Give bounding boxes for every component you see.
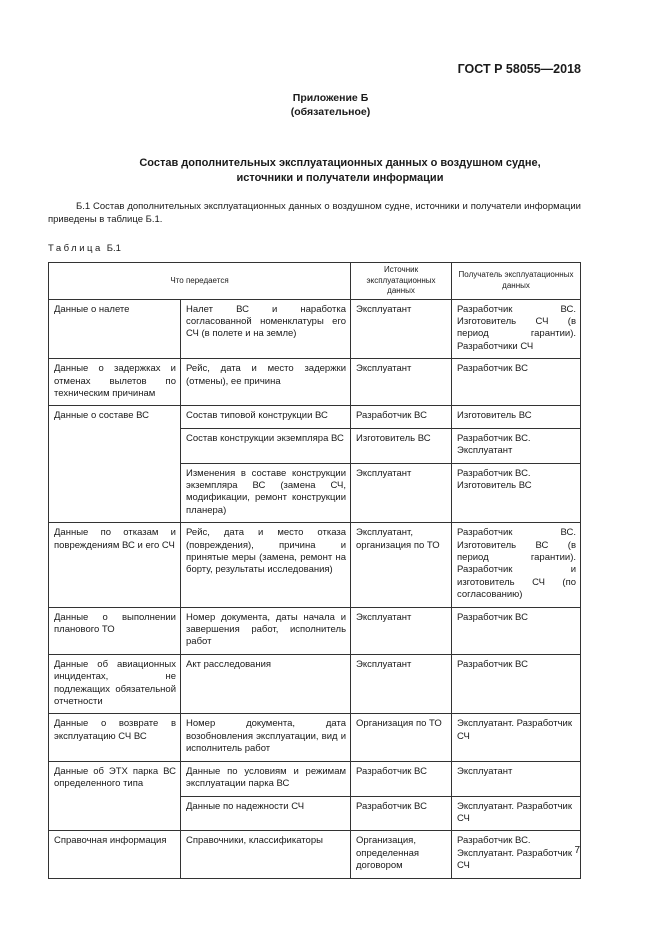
cell-item: Состав конструкции экземпляра ВС <box>181 428 351 463</box>
table-row <box>49 654 581 714</box>
table-row <box>49 831 581 878</box>
cell-source: Организация, определенная договором <box>351 831 452 878</box>
cell-recipient: Изготовитель ВС <box>452 406 581 428</box>
cell-recipient: Разработчик ВС. Изготовитель СЧ (в период гарантии). Разработчики СЧ <box>452 299 581 359</box>
cell-recipient: Разработчик ВС <box>452 654 581 714</box>
cell-source: Разработчик ВС <box>351 406 452 428</box>
document-code: ГОСТ Р 58055—2018 <box>457 62 581 76</box>
table-row <box>49 406 581 428</box>
cell-source: Эксплуатант <box>351 299 452 359</box>
cell-category: Данные по отказам и повреждениям ВС и его СЧ <box>49 523 181 607</box>
appendix-heading <box>0 91 661 119</box>
intro-paragraph: Б.1 Состав дополнительных эксплуатационных данных о воздушном судне, источники и получатели информации приведены в таблице Б.1. <box>48 201 581 225</box>
cell-category: Данные о возврате в эксплуатацию СЧ ВС <box>49 714 181 761</box>
cell-item: Рейс, дата и место отказа (повреждения), причина и принятые меры (замена, ремонт на борту, результаты исследования) <box>181 523 351 607</box>
section-title-line2: источники и получатели информации <box>236 172 444 184</box>
cell-item: Рейс, дата и место задержки (отмены), ее причина <box>181 359 351 406</box>
cell-recipient: Разработчик ВС <box>452 607 581 654</box>
cell-item: Номер документа, дата возобновления эксплуатации, вид и исполнитель работ <box>181 714 351 761</box>
cell-item: Налет ВС и наработка согласованной номенклатуры его СЧ (в полете и на земле) <box>181 299 351 359</box>
data-table <box>48 262 581 879</box>
table-row <box>49 607 581 654</box>
cell-item: Данные по условиям и режимам эксплуатации парка ВС <box>181 761 351 796</box>
cell-item: Акт расследования <box>181 654 351 714</box>
cell-recipient: Разработчик ВС. Изготовитель ВС (в период гарантии). Разработчик и изготовитель СЧ (по согласованию) <box>452 523 581 607</box>
cell-item: Изменения в составе конструкции экземпляра ВС (замена СЧ, модификации, ремонт конструкции планера) <box>181 463 351 523</box>
appendix-title: Приложение Б <box>292 92 369 104</box>
cell-recipient: Разработчик ВС. Эксплуатант. Разработчик СЧ <box>452 831 581 878</box>
cell-item: Справочники, классификаторы <box>181 831 351 878</box>
appendix-subtitle: (обязательное) <box>290 106 371 118</box>
cell-recipient: Эксплуатант <box>452 761 581 796</box>
cell-recipient: Разработчик ВС. Эксплуатант <box>452 428 581 463</box>
cell-item: Состав типовой конструкции ВС <box>181 406 351 428</box>
table-row <box>49 714 581 761</box>
header-what: Что передается <box>49 263 351 300</box>
cell-item: Номер документа, даты начала и завершения работ, исполнитель работ <box>181 607 351 654</box>
table-row <box>49 299 581 359</box>
cell-recipient: Разработчик ВС <box>452 359 581 406</box>
cell-category: Данные о задержках и отменах вылетов по техническим причинам <box>49 359 181 406</box>
table-header-row <box>49 263 581 300</box>
cell-source: Разработчик ВС <box>351 761 452 796</box>
cell-source: Эксплуатант <box>351 463 452 523</box>
cell-recipient: Эксплуатант. Разработчик СЧ <box>452 796 581 831</box>
cell-source: Изготовитель ВС <box>351 428 452 463</box>
cell-recipient: Разработчик ВС. Изготовитель ВС <box>452 463 581 523</box>
table-row <box>49 523 581 607</box>
cell-source: Организация по ТО <box>351 714 452 761</box>
cell-source: Эксплуатант <box>351 654 452 714</box>
section-title-line1: Состав дополнительных эксплуатационных данных о воздушном судне, <box>139 157 541 169</box>
cell-recipient: Эксплуатант. Разработчик СЧ <box>452 714 581 761</box>
cell-item: Данные по надежности СЧ <box>181 796 351 831</box>
cell-category: Данные об ЭТХ парка ВС определенного типа <box>49 761 181 831</box>
cell-source: Эксплуатант <box>351 607 452 654</box>
table-caption <box>48 243 121 254</box>
table-row <box>49 359 581 406</box>
table-caption-number: Б.1 <box>106 243 121 254</box>
table-caption-label: Таблица <box>48 243 103 254</box>
cell-source: Разработчик ВС <box>351 796 452 831</box>
section-title <box>90 156 590 186</box>
cell-source: Эксплуатант, организация по ТО <box>351 523 452 607</box>
cell-source: Эксплуатант <box>351 359 452 406</box>
cell-category: Данные об авиационных инцидентах, не подлежащих обязательной отчетности <box>49 654 181 714</box>
cell-category: Справочная информация <box>49 831 181 878</box>
table-row <box>49 761 581 796</box>
header-source: Источник эксплуатационных данных <box>351 263 452 300</box>
cell-category: Данные о выполнении планового ТО <box>49 607 181 654</box>
header-recipient: Получатель эксплуатационных данных <box>452 263 581 300</box>
cell-category: Данные о составе ВС <box>49 406 181 523</box>
page-number: 7 <box>574 845 580 856</box>
cell-category: Данные о налете <box>49 299 181 359</box>
